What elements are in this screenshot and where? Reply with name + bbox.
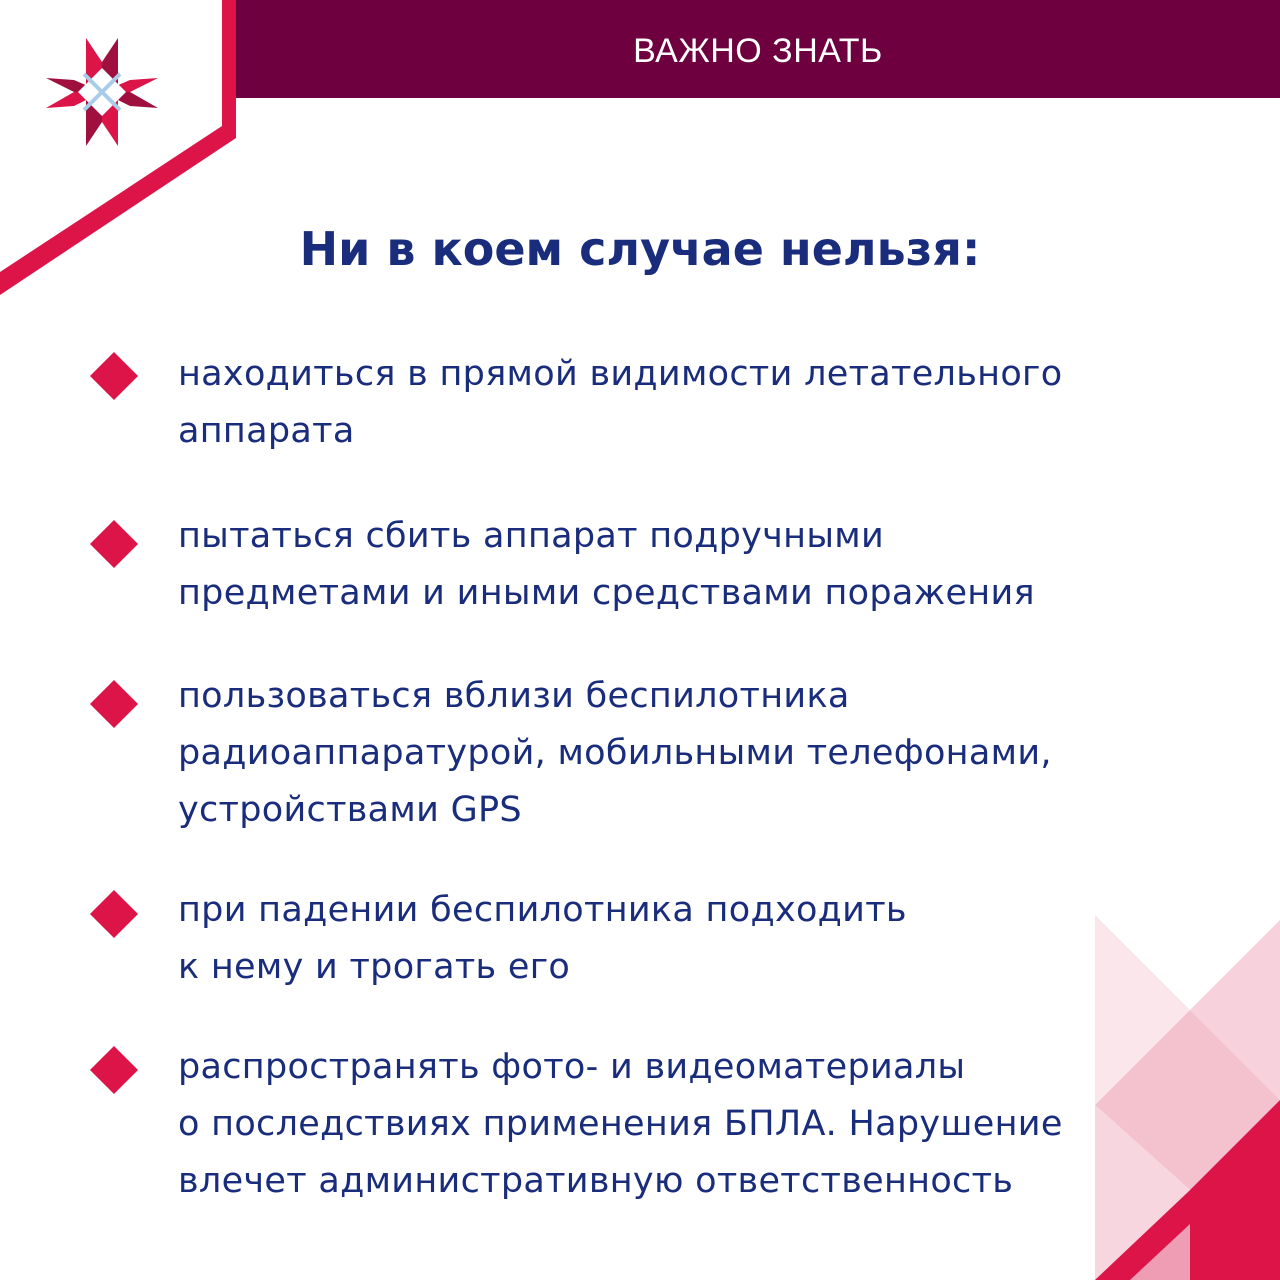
list-item-line: к нему и трогать его (178, 947, 571, 987)
list-item-line: при падении беспилотника подходить (178, 890, 907, 930)
list-item-line: о последствиях применения БПЛА. Нарушение (178, 1104, 1063, 1144)
list-item-line: пытаться сбить аппарат подручными (178, 516, 885, 556)
logo-star-icon (46, 38, 158, 146)
list-item-text (178, 346, 1238, 460)
list-item-line: находиться в прямой видимости летательного (178, 354, 1063, 394)
list-item-line: пользоваться вблизи беспилотника (178, 676, 850, 716)
list-item-line: распространять фото- и видеоматериалы (178, 1047, 966, 1087)
list-item-text (178, 882, 1238, 996)
header-title: ВАЖНО ЗНАТЬ (633, 32, 883, 70)
list-item-line: влечет административную ответственность (178, 1161, 1014, 1201)
list-item-line: радиоаппаратурой, мобильными телефонами, (178, 733, 1052, 773)
list-item-line: аппарата (178, 411, 355, 451)
list-item-text (178, 1039, 1238, 1210)
list-item-text (178, 508, 1238, 622)
list-item-text (178, 668, 1238, 839)
page-heading: Ни в коем случае нельзя: (299, 222, 981, 276)
list-item-line: устройствами GPS (178, 790, 522, 830)
list-item-line: предметами и иными средствами поражения (178, 573, 1035, 613)
